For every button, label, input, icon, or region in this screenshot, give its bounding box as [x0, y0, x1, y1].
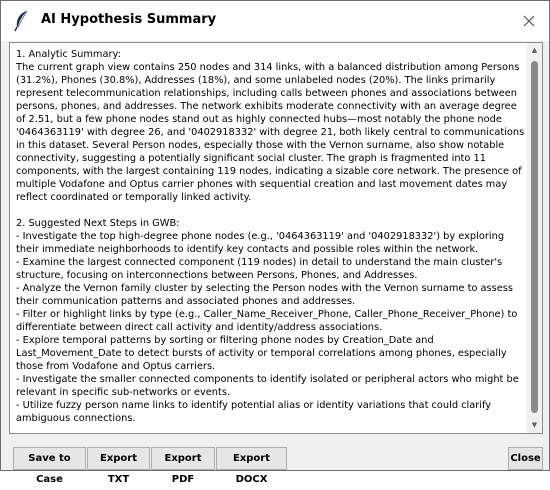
title-bar — [1, 1, 549, 41]
dialog-title: AI Hypothesis Summary — [41, 12, 217, 27]
close-button[interactable]: Close — [508, 447, 543, 470]
summary-text-panel[interactable] — [9, 42, 543, 434]
export-docx-button[interactable]: Export DOCX — [216, 447, 287, 470]
scroll-down-arrow-icon[interactable]: ▼ — [531, 421, 538, 429]
export-txt-button[interactable]: Export TXT — [87, 447, 150, 470]
scrollbar-thumb[interactable] — [531, 61, 538, 413]
close-icon[interactable] — [517, 9, 541, 33]
summary-text[interactable]: 1. Analytic Summary: The current graph view contains 250 nodes and 314 links, with a balanced distribution among Persons (31.2%), Phones (30.8%), Addresses (18%), and some unlabeled nodes (20%). The links primarily represent telecommunication relationships, including calls between phones and associations between persons, phones, and addresses. The network exhibits moderate connectivity with an average degree of 2.51, but a few phone nodes stand out as highly connected hubs—most notably the phone node '0464363119' with degree 26, and '0402918332' with degree 21, both likely central to communications in this dataset. Several Person nodes, especially those with the Vernon surname, also show notable connectivity, suggesting a potentially significant social cluster. The graph is fragmented into 11 components, with the largest containing 119 nodes, indicating a sizable core network. The presence of multiple Vodafone and Optus carrier phones with sequential creation and last movement dates may reflect coordinated or temporally linked activity. 2. Suggested Next Steps in GWB: - Investigate the top high-degree phone nodes (e.g., '0464363119' and '0402918332') by exploring their immediate neighborhoods to identify key contacts and possible roles within the network. - Examine the largest connected component (119 nodes) in detail to understand the main cluster's structure, focusing on interconnections between Persons, Phones, and Addresses. - Analyze the Vernon family cluster by selecting the Person nodes with the Vernon surname to assess their communication patterns and associated phones and addresses. - Filter or highlight links by type (e.g., Caller_Name_Receiver_Phone, Caller_Phone_Receiver_Phone) to differentiate between direct call activity and identity/address associations. - Explore temporal patterns by sorting or filtering phone nodes by Creation_Date and Last_Movement_Date to detect bursts of activity or temporal correlations among phones, especially those from Vodafone and Optus carriers. - Investigate the smaller connected components to identify isolated or peripheral actors who might be relevant in specific sub-networks or events. - Utilize fuzzy person name links to identify potential alias or identity variations that could clarify ambiguous connections. — [16, 49, 525, 424]
scroll-up-arrow-icon[interactable]: ▲ — [531, 46, 538, 54]
vertical-scrollbar[interactable] — [527, 43, 542, 433]
quill-feather-icon — [12, 10, 32, 32]
export-pdf-button[interactable]: Export PDF — [151, 447, 215, 470]
save-to-case-button[interactable]: Save to Case — [13, 447, 86, 470]
